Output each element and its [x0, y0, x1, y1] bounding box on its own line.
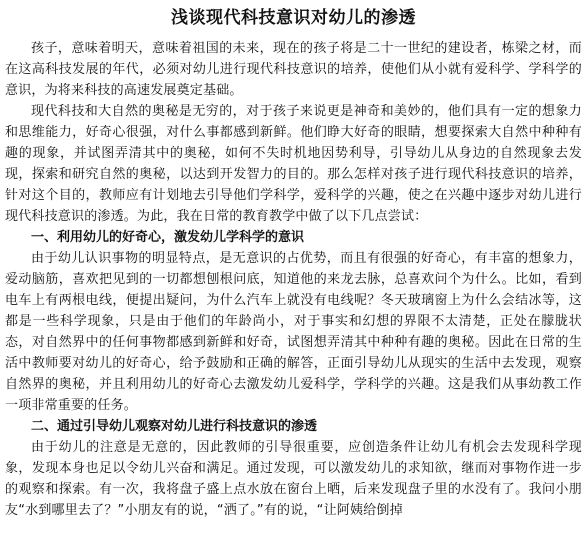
section-1-heading: 一、利用幼儿的好奇心，激发幼儿学科学的意识 [31, 230, 305, 245]
section-1-paragraph: 由于幼儿认识事物的明显特点，是无意识的占优势，而且有很强的好奇心，有丰富的想象力，爱动脑筋，喜欢把见到的一切都想刨根问底，知道他的来龙去脉，总喜欢问个为什么。比如，看到电车上有两根电线，便提出疑问，为什么汽车上就没有电线呢？冬天玻璃窗上为什么会结冰等，这都是一些科学现象，只是由于他们的年龄尚小，对于事实和幻想的界限不太清楚，正处在朦胧状态，对自然界中的任何事物都感到新鲜和好奇，试图想弄清其中种种有趣的奥秘。因此在日常的生活中教师要对幼儿的好奇心，给予鼓励和正确的解答，正面引导幼儿从现实的生活中去发现，观察自然界的奥秘，并且利用幼儿的好奇心去激发幼儿爱科学，学科学的兴趣。这是我们从事幼教工作一项非常重要的任务。 [5, 251, 582, 413]
intro-paragraph-1: 孩子，意味着明天，意味着祖国的未来，现在的孩子将是二十一世纪的建设者，栋梁之材，而在这高科技发展的年代，必须对幼儿进行现代科技意识的培养，使他们从小就有爱科学、学科学的意识，为将来科技的高速发展奠定基础。 [5, 41, 582, 98]
section-2-heading: 二、通过引导幼儿观察对幼儿进行科技意识的渗透 [31, 419, 318, 434]
intro-paragraph-2: 现代科技和大自然的奥秘是无穷的，对于孩子来说更是神奇和美妙的，他们具有一定的想象力和思维能力，好奇心很强，对什么事都感到新鲜。他们睁大好奇的眼睛，想要探索大自然中种种有趣的现象，并试图弄清其中的奥秘，如何不失时机地因势利导，引导幼儿从身边的自然现象去发现，探索和研究自然的奥秘，以达到开发智力的目的。那么怎样对孩子进行现代科技意识的培养，针对这个目的，教师应有计划地去引导他们学科学，爱科学的兴趣，使之在兴趣中逐步对幼儿进行现代科技意识的渗透。为此，我在日常的教育教学中做了以下几点尝试： [5, 104, 582, 224]
document-title: 浅谈现代科技意识对幼儿的渗透 [171, 8, 416, 28]
section-2-paragraph: 由于幼儿的注意是无意的，因此教师的引导很重要，应创造条件让幼儿有机会去发现科学现象，发现本身也足以令幼儿兴奋和满足。通过发现，可以激发幼儿的求知欲，继而对事物作进一步的观察和探索。有一次，我将盘子盛上点水放在窗台上晒，后来发现盘子里的水没有了。我问小朋友“水到哪里去了？”小朋友有的说，“洒了。”有的说，“让阿姨给倒掉 [5, 440, 582, 518]
